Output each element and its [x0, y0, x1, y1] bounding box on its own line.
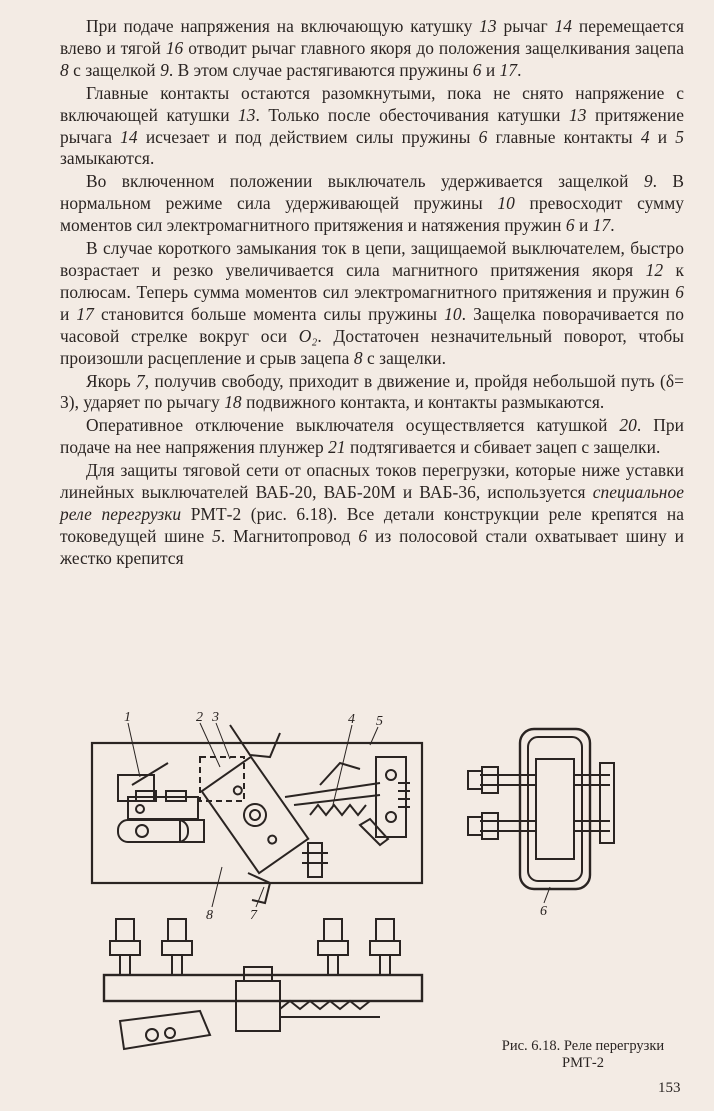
paragraph-3 [60, 171, 684, 237]
label-8: 8 [206, 908, 213, 923]
ref-number: 14 [554, 16, 573, 36]
text-run: Для защиты тяговой сети от опасных токов перегрузки, которые ниже уставки линейных выключателей ВАБ-20, ВАБ-20М и ВАБ-36, используется [60, 460, 684, 503]
ref-number: 6 [472, 59, 482, 80]
label-2: 2 [196, 710, 203, 725]
ref-number: 13 [479, 16, 497, 36]
relay-technical-drawing [80, 705, 700, 1085]
page-number: 153 [658, 1080, 681, 1096]
text-run: Оперативное отключение выключателя осуществляется катушкой [86, 415, 620, 436]
ref-number: 20 [619, 415, 637, 436]
text-run: РМТ-2 (рис. 6.18). Все детали конструкции реле крепятся на токоведущей шине [60, 503, 684, 546]
text-run: . Защелка поворачивается по часовой стрелке вокруг оси [60, 303, 684, 346]
text-run: и [649, 126, 676, 147]
label-1: 1 [124, 710, 131, 725]
ref-number: 6 [358, 525, 368, 546]
ref-number: 9 [160, 59, 169, 80]
text-run: с защелкой [68, 59, 161, 80]
text-run: притяжение рычага [60, 104, 684, 147]
top-view [104, 919, 422, 1049]
paragraph-2 [60, 83, 684, 171]
caption-line-1: Рис. 6.18. Реле перегрузки [501, 1038, 665, 1054]
ref-number: 12 [645, 259, 664, 280]
text-run: . Магнитопровод [220, 525, 359, 546]
text-run: . При подаче на нее напряжения плунжер [60, 415, 684, 458]
text-run: Во включенном положении выключатель удерживается защелкой [86, 171, 644, 192]
ref-number: 8 [353, 347, 363, 368]
paragraph-6 [60, 415, 684, 459]
label-3: 3 [212, 710, 219, 725]
text-run: подвижного контакта, и контакты размыкаются. [241, 392, 605, 413]
text-run: В случае короткого замыкания ток в цепи, защищаемой выключателем, быстро возрастает и резко увеличивается сила магнитного притяжения якоря [60, 238, 684, 280]
body-text [60, 16, 684, 570]
ref-number: специальное реле перегрузки [60, 482, 684, 524]
paragraph-5 [60, 371, 684, 415]
text-run: Главные контакты остаются разомкнутыми, пока не снято напряжение с включающей катушки [60, 82, 684, 125]
ref-number: 18 [224, 392, 242, 413]
text-run: Якорь [86, 370, 137, 391]
text-run: перемещается влево и тягой [60, 16, 684, 58]
text-run: отводит рычаг главного якоря до положения защелкивания зацепа [183, 37, 684, 58]
text-run: . В этом случае растягиваются пружины [168, 59, 473, 80]
label-4: 4 [348, 712, 355, 727]
text-run: . [610, 215, 615, 236]
text-run: превосходит сумму моментов сил электромагнитного притяжения и натяжения пружин [60, 193, 684, 236]
ref-number: 7 [136, 370, 145, 391]
text-run: исчезает и под действием силы пружины [137, 126, 479, 147]
text-run: с защелки. [362, 347, 447, 368]
ref-number: 5 [212, 525, 221, 546]
side-view [468, 729, 614, 903]
text-run: , получив свободу, приходит в движение и, пройдя небольшой путь (δ= 3), ударяет по рычагу [60, 370, 684, 413]
ref-number: 5 [675, 126, 684, 147]
figure-caption [458, 1038, 708, 1072]
text-run: При подаче напряжения на включающую катушку [86, 16, 480, 36]
text-run: и [60, 303, 77, 324]
ref-number: 9 [643, 171, 653, 192]
caption-line-2: РМТ-2 [562, 1055, 604, 1071]
ref-number: 17 [499, 59, 518, 80]
label-5: 5 [376, 714, 383, 729]
text-run: . Достаточен незначительный поворот, чтобы произошли расцепление и срыв зацепа [60, 325, 684, 368]
text-run: главные контакты [487, 126, 641, 147]
text-run: к полюсам. Теперь сумма моментов сил электромагнитного притяжения и пружин [60, 259, 684, 302]
text-run: из полосовой стали охватывает шину и жестко крепится [60, 525, 685, 568]
text-run: . [517, 59, 522, 80]
text-run: и [574, 215, 593, 236]
ref-number: 21 [328, 437, 346, 458]
text-run: . В нормальном режиме сила удерживающей пружины [60, 171, 684, 214]
ref-number: 17 [592, 215, 611, 236]
ref-number: 14 [120, 126, 138, 147]
text-run: подтягивается и сбивает зацеп с защелки. [345, 437, 661, 458]
front-view [92, 723, 422, 907]
ref-number: O₂ [298, 325, 318, 346]
ref-number: 8 [60, 59, 69, 80]
text-run: замыкаются. [60, 148, 155, 169]
paragraph-1 [60, 16, 684, 82]
ref-number: 10 [497, 193, 515, 214]
label-7: 7 [250, 908, 257, 923]
ref-number: 13 [568, 104, 587, 125]
label-6: 6 [540, 904, 547, 919]
ref-number: 6 [478, 126, 488, 147]
ref-number: 6 [565, 215, 575, 236]
text-run: рычаг [496, 16, 555, 36]
text-run: становится больше момента силы пружины [93, 303, 445, 324]
paragraph-7 [60, 460, 684, 570]
figure-6-18-relay-drawing [80, 705, 700, 1085]
text-run: . Только после обесточивания катушки [255, 104, 569, 125]
ref-number: 10 [444, 303, 462, 324]
ref-number: 6 [675, 281, 684, 302]
ref-number: 13 [238, 104, 256, 125]
ref-number: 4 [640, 126, 650, 147]
ref-number: 17 [76, 303, 94, 324]
text-run: и [481, 59, 500, 80]
paragraph-4 [60, 238, 684, 369]
ref-number: 16 [165, 37, 184, 58]
